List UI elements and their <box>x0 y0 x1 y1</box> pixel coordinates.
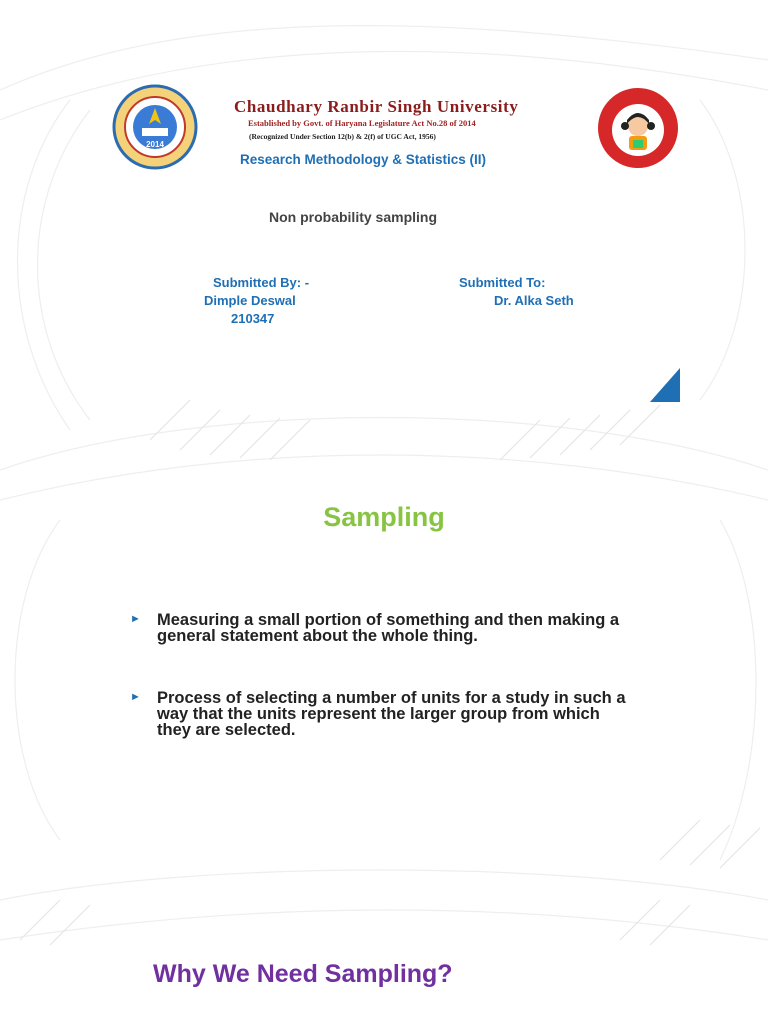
bullet-text: Process of selecting a number of units for a study in such a way that the units represent the larger group from which they are selected. <box>157 689 626 739</box>
sampling-slide <box>0 460 768 860</box>
course-title: Research Methodology & Statistics (II) <box>240 152 487 167</box>
slide-title-why-sampling: Why We Need Sampling? <box>153 960 453 988</box>
submitted-by-name: Dimple Deswal <box>204 293 296 308</box>
corner-accent <box>650 368 680 402</box>
university-established: Established by Govt. of Haryana Legislature Act No.28 of 2014 <box>248 118 476 128</box>
presentation-topic: Non probability sampling <box>269 209 438 225</box>
university-seal-icon <box>112 84 198 170</box>
submitted-by-label: Submitted By: - <box>213 275 310 290</box>
logo-year: 2014 <box>146 140 164 149</box>
submitted-to-label: Submitted To: <box>459 275 546 290</box>
university-recognition: (Recognized Under Section 12(b) & 2(f) of UGC Act, 1956) <box>249 132 436 141</box>
title-slide <box>88 60 680 402</box>
bullet-text: Measuring a small portion of something and then making a general statement about the whole thing. <box>157 611 620 645</box>
university-name: Chaudhary Ranbir Singh University <box>234 97 519 116</box>
why-sampling-slide <box>0 930 768 1024</box>
triangle-bullet-icon: ► <box>130 691 141 703</box>
slide-title-sampling: Sampling <box>323 502 445 532</box>
submitted-to-name: Dr. Alka Seth <box>494 293 574 308</box>
girl-child-campaign-icon <box>596 86 680 170</box>
submitted-by-roll: 210347 <box>231 311 275 326</box>
triangle-bullet-icon: ► <box>130 613 141 625</box>
